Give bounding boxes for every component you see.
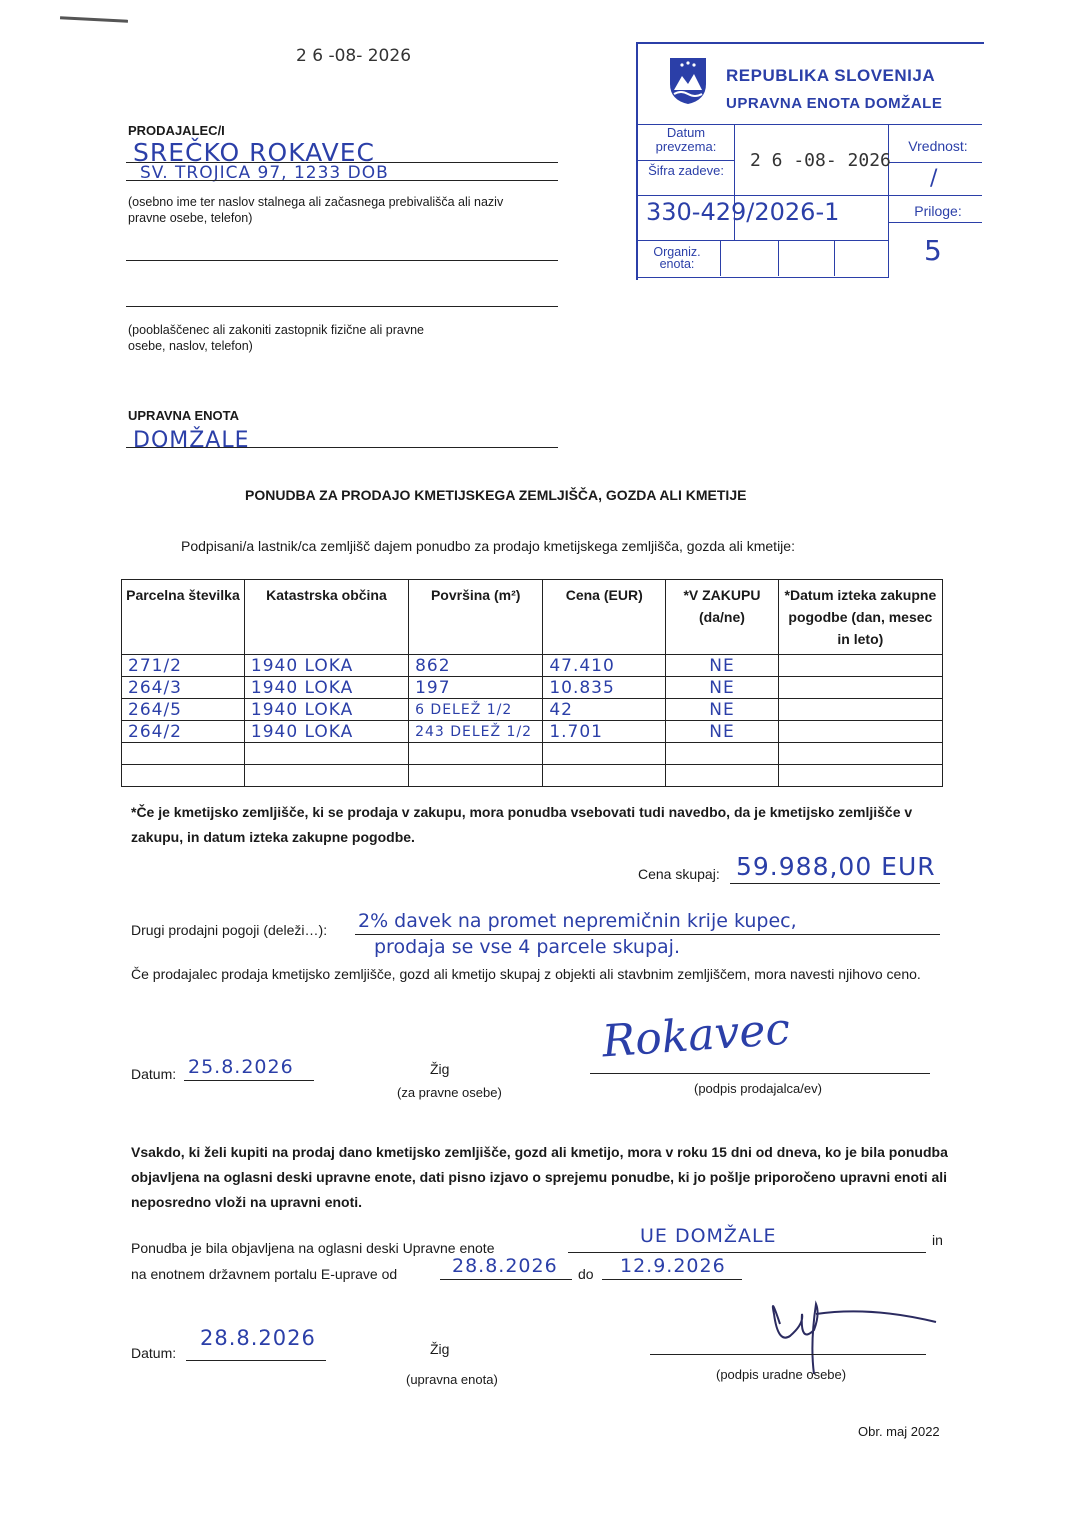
cell-price: 42 [543, 699, 666, 721]
stamp-org-label: Organiz. enota: [653, 245, 701, 271]
office-stamp-label: Žig [430, 1341, 450, 1357]
seller-heading: PRODAJALEC/I [128, 123, 225, 138]
seller-date-value: 25.8.2026 [188, 1056, 294, 1078]
scan-mark [60, 16, 128, 23]
cell-parcel [122, 743, 245, 765]
col-parcel: Parcelna številka [122, 580, 245, 655]
cell-lease-expiry [778, 655, 942, 677]
cell-area: 6 DELEŽ 1/2 [409, 699, 543, 721]
document-title: PONUDBA ZA PRODAJO KMETIJSKEGA ZEMLJIŠČA, GOZDA ALI KMETIJE [245, 487, 747, 503]
other-conditions-underline [355, 934, 940, 935]
stamp-date-label: Datum prevzema: [655, 125, 717, 154]
cell-cadastral: 1940 LOKA [244, 699, 408, 721]
stamp-code-value: 330-429/2026-1 [646, 198, 840, 226]
office-signature-line [650, 1354, 926, 1355]
seller-extra-line-2 [126, 306, 558, 307]
portal-label: na enotnem državnem portalu E-uprave od [131, 1266, 398, 1282]
col-price: Cena (EUR) [543, 580, 666, 655]
parcels-table [121, 579, 943, 787]
cell-price [543, 765, 666, 787]
cell-lease: NE [666, 655, 779, 677]
published-in: in [932, 1232, 943, 1248]
cell-area: 197 [409, 677, 543, 699]
stamp-value-label: Vrednost: [908, 138, 968, 154]
table-row [122, 655, 943, 677]
total-value: 59.988,00 EUR [736, 852, 936, 881]
cell-lease: NE [666, 699, 779, 721]
stamp-attach-label: Priloge: [914, 203, 962, 219]
table-row [122, 765, 943, 787]
cell-area: 862 [409, 655, 543, 677]
cell-price: 47.410 [543, 655, 666, 677]
cell-cadastral: 1940 LOKA [244, 677, 408, 699]
seller-stamp-label: Žig [430, 1061, 450, 1077]
stamp-divider-3 [888, 162, 982, 163]
cell-lease: NE [666, 677, 779, 699]
cell-lease-expiry [778, 743, 942, 765]
office-signature-hint: (podpis uradne osebe) [716, 1367, 847, 1382]
cell-parcel: 264/3 [122, 677, 245, 699]
objects-text: Če prodajalec prodaja kmetijsko zemljišče, gozd ali kmetijo skupaj z objekti ali stavbnim zemljiščem, mora navesti njihovo ceno. [131, 966, 921, 982]
stamp-value-mark: / [930, 166, 939, 191]
cell-price: 10.835 [543, 677, 666, 699]
total-label: Cena skupaj: [638, 866, 720, 882]
office-date-value: 28.8.2026 [200, 1326, 316, 1350]
col-area: Površina (m²) [409, 580, 543, 655]
portal-to-line [602, 1279, 742, 1280]
cell-lease-expiry [778, 765, 942, 787]
cell-price [543, 743, 666, 765]
cell-lease: NE [666, 721, 779, 743]
col-lease: *V ZAKUPU (da/ne) [666, 580, 779, 655]
intro-text: Podpisani/a lastnik/ca zemljišč dajem ponudbo za prodajo kmetijskega zemljišča, gozda ali kmetije: [181, 538, 795, 554]
stamp-office: UPRAVNA ENOTA DOMŽALE [726, 95, 943, 112]
office-stamp-hint: (upravna enota) [406, 1372, 498, 1387]
stamp-code-label: Šifra zadeve: [648, 163, 724, 178]
col-lease-expiry: *Datum izteka zakupne pogodbe (dan, mesec in leto) [778, 580, 942, 655]
portal-to: 12.9.2026 [620, 1255, 726, 1277]
table-row [122, 699, 943, 721]
seller-date-line [184, 1080, 314, 1081]
cell-cadastral: 1940 LOKA [244, 721, 408, 743]
representative-hint: (pooblaščenec ali zakoniti zastopnik fizične ali pravne osebe, naslov, telefon) [128, 323, 424, 353]
authority-heading: UPRAVNA ENOTA [128, 408, 239, 423]
stamp-republic: REPUBLIKA SLOVENIJA [726, 66, 936, 85]
seller-hint: (osebno ime ter naslov stalnega ali začasnega prebivališča ali naziv pravne osebe, telefon) [128, 195, 504, 225]
portal-from: 28.8.2026 [452, 1255, 558, 1277]
portal-to-label: do [578, 1266, 594, 1282]
cell-lease-expiry [778, 677, 942, 699]
cell-area: 243 DELEŽ 1/2 [409, 721, 543, 743]
seller-address-line [126, 180, 558, 181]
cell-cadastral: 1940 LOKA [244, 655, 408, 677]
stamp-org-box-1 [720, 240, 721, 276]
authority-line [126, 447, 558, 448]
cell-area [409, 743, 543, 765]
cell-area [409, 765, 543, 787]
cell-price: 1.701 [543, 721, 666, 743]
stamp-org-box-2 [778, 240, 779, 276]
seller-name: SREČKO ROKAVEC [133, 138, 376, 167]
stamp-date-value: 2 6 -08- 2026 [750, 150, 891, 171]
table-row [122, 677, 943, 699]
coat-of-arms-icon [668, 56, 708, 106]
stamp-attach-value: 5 [924, 234, 943, 267]
table-row [122, 721, 943, 743]
stamp-divider-6 [888, 222, 982, 223]
seller-signature-hint: (podpis prodajalca/ev) [694, 1081, 822, 1096]
seller-date-label: Datum: [131, 1066, 177, 1082]
other-conditions-line2: prodaja se vse 4 parcele skupaj. [374, 936, 680, 958]
office-date-line [186, 1360, 326, 1361]
seller-extra-line-1 [126, 260, 558, 261]
cell-parcel [122, 765, 245, 787]
cell-lease-expiry [778, 721, 942, 743]
published-value: UE DOMŽALE [640, 1225, 777, 1247]
acceptance-notice: Vsakdo, ki želi kupiti na prodaj dano kmetijsko zemljišče, gozd ali kmetijo, mora v roku 15 dni od dneva, ko je bila ponudba objavljena na oglasni deski upravne enote, dati pisno izjavo o sprejemu ponudbe, ki jo pošlje priporočeno upravni enoti ali neposredno vloži na upravni enoti. [131, 1144, 948, 1210]
portal-from-line [440, 1279, 572, 1280]
table-row [122, 743, 943, 765]
seller-signature-line [590, 1073, 930, 1074]
other-conditions-label: Drugi prodajni pogoji (deleži…): [131, 922, 328, 938]
authority-value: DOMŽALE [133, 428, 250, 453]
other-conditions-line1: 2% davek na promet nepremičnin krije kupec, [358, 910, 797, 932]
office-date-label: Datum: [131, 1345, 177, 1361]
form-version: Obr. maj 2022 [858, 1424, 940, 1439]
seller-address: SV. TROJICA 97, 1233 DOB [140, 163, 389, 183]
cell-parcel: 264/5 [122, 699, 245, 721]
col-cadastral: Katastrska občina [244, 580, 408, 655]
cell-parcel: 264/2 [122, 721, 245, 743]
total-line [730, 883, 940, 884]
cell-cadastral [244, 765, 408, 787]
lease-note: *Če je kmetijsko zemljišče, ki se prodaja v zakupu, mora ponudba vsebovati tudi navedbo, da je kmetijsko zemljišče v zakupu, in datum izteka zakupne pogodbe. [131, 804, 913, 845]
published-label: Ponudba je bila objavljena na oglasni deski Upravne enote [131, 1240, 495, 1256]
received-date-stamp: 2 6 -08- 2026 [296, 46, 412, 66]
stamp-divider-5 [638, 160, 734, 161]
cell-cadastral [244, 743, 408, 765]
seller-stamp-hint: (za pravne osebe) [397, 1085, 502, 1100]
cell-lease [666, 743, 779, 765]
published-line [568, 1252, 926, 1253]
seller-signature: Rokavec [600, 1003, 792, 1068]
table-header-row [122, 580, 943, 655]
cell-parcel: 271/2 [122, 655, 245, 677]
stamp-org-box-3 [834, 240, 835, 276]
cell-lease-expiry [778, 699, 942, 721]
registry-stamp [636, 42, 984, 280]
cell-lease [666, 765, 779, 787]
